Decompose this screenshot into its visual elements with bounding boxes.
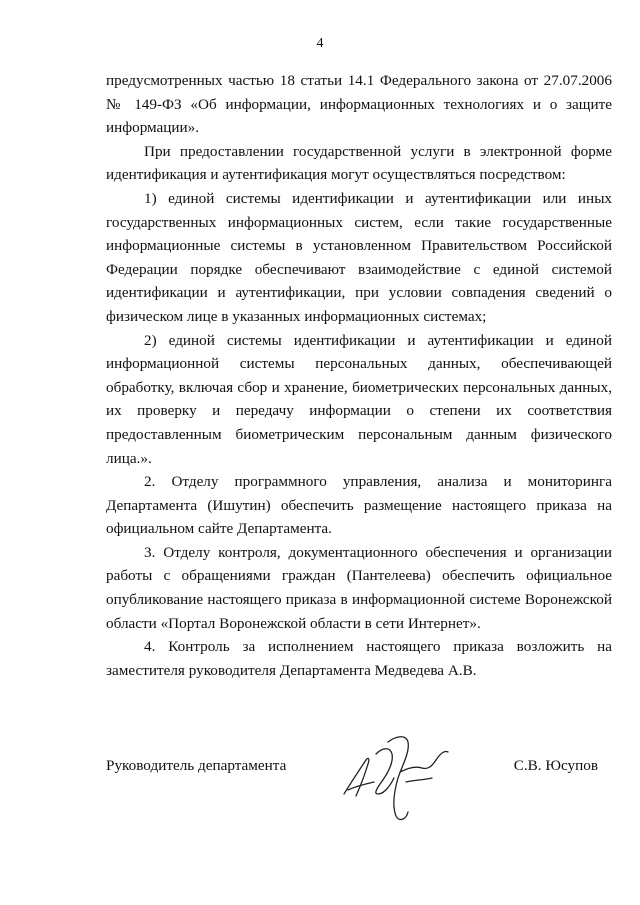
paragraph-electronic-form: При предоставлении государственной услуги в электронной форме идентификация и аутентификация могут осуществляться посредством:	[106, 142, 612, 184]
signatory-name: С.В. Юсупов	[513, 757, 598, 774]
signatory-role: Руководитель департамента	[106, 757, 287, 774]
document-body	[106, 69, 612, 682]
paragraph-item-2: 2) единой системы идентификации и аутентификации и единой информационной системы персональных данных, обеспечивающей обработку, включая сбор и хранение, биометрических персональных данных, их проверку и передачу информации о степени их соответствия предоставленным биометрическим персональным данным физического лица.».	[106, 331, 612, 467]
handwritten-signature-icon	[336, 732, 452, 824]
paragraph-clause-4: 4. Контроль за исполнением настоящего приказа возложить на заместителя руководителя Департамента Медведева А.В.	[106, 638, 612, 679]
paragraph-item-1: 1) единой системы идентификации и аутентификации или иных государственных информационных систем, если такие государственные информационные системы в установленном Правительством Российской Федерации порядке обеспечивают взаимодействие с единой системой идентификации и аутентификации, при условии совпадения сведений о физическом лице в указанных информационных системах;	[106, 189, 612, 325]
paragraph-clause-3: 3. Отделу контроля, документационного обеспечения и организации работы с обращениями граждан (Пантелеева) обеспечить официальное опубликование настоящего приказа в информационной системе Воронежской области «Портал Воронежской области в сети Интернет».	[106, 543, 612, 632]
paragraph-continuation: предусмотренных частью 18 статьи 14.1 Федерального закона от 27.07.2006 № 149-ФЗ «Об информации, информационных технологиях и о защите информации».	[106, 72, 612, 137]
paragraph-clause-2: 2. Отделу программного управления, анализа и мониторинга Департамента (Ишутин) обеспечить размещение настоящего приказа на официальном сайте Департамента.	[106, 473, 612, 538]
page-number: 4	[316, 36, 324, 51]
